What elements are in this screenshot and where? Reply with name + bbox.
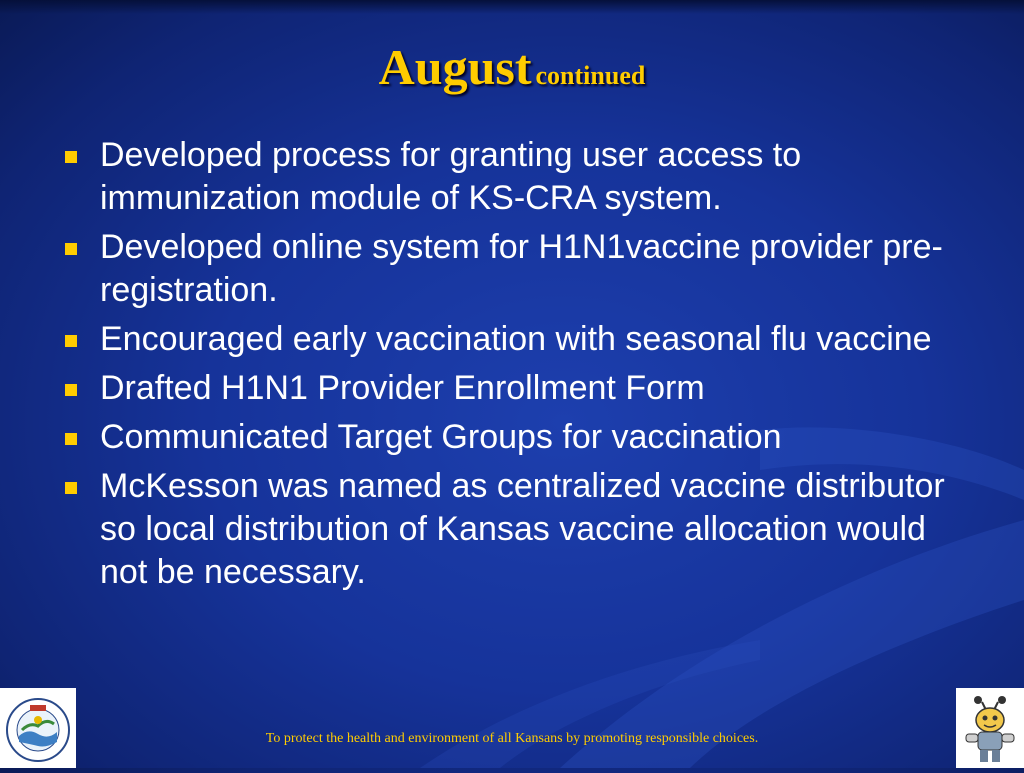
kdhe-seal-logo bbox=[0, 688, 76, 768]
slide-title bbox=[0, 38, 1024, 96]
bullet-item bbox=[62, 465, 982, 594]
top-shadow bbox=[0, 0, 1024, 14]
mascot-logo bbox=[956, 688, 1024, 768]
bullet-item bbox=[62, 416, 982, 459]
bullet-text: Developed process for granting user access to immunization module of KS-CRA system. bbox=[100, 136, 802, 217]
bullet-text: Developed online system for H1N1vaccine provider pre-registration. bbox=[100, 228, 943, 309]
bullet-square-icon bbox=[65, 151, 77, 163]
bullet-text: Drafted H1N1 Provider Enrollment Form bbox=[100, 369, 705, 407]
bullet-square-icon bbox=[65, 335, 77, 347]
bullet-list bbox=[62, 134, 982, 600]
footer-tagline: To protect the health and environment of all Kansans by promoting responsible choices. bbox=[265, 731, 759, 746]
bullet-square-icon bbox=[65, 482, 77, 494]
title-sub: continued bbox=[535, 61, 646, 90]
bullet-square-icon bbox=[65, 384, 77, 396]
bullet-item bbox=[62, 226, 982, 312]
title-main: August bbox=[378, 39, 532, 95]
bullet-item bbox=[62, 367, 982, 410]
bullet-text: Communicated Target Groups for vaccination bbox=[100, 418, 782, 456]
bullet-text: Encouraged early vaccination with seasonal flu vaccine bbox=[100, 320, 932, 358]
bullet-item bbox=[62, 134, 982, 220]
bullet-square-icon bbox=[65, 243, 77, 255]
bullet-square-icon bbox=[65, 433, 77, 445]
bullet-item bbox=[62, 318, 982, 361]
bullet-text: McKesson was named as centralized vaccine distributor so local distribution of Kansas vaccine allocation would not be necessary. bbox=[100, 467, 945, 591]
